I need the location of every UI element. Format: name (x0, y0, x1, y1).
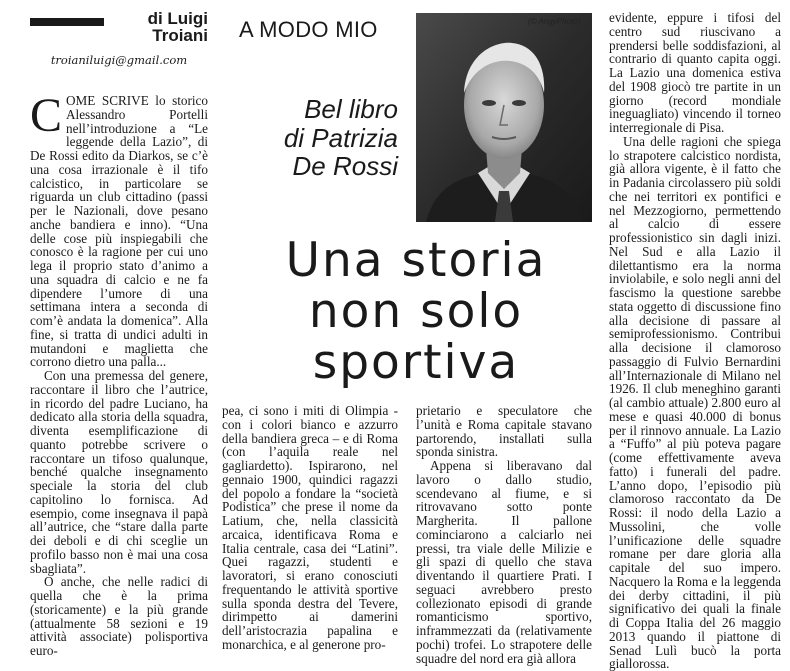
article-paragraph: Una delle ragioni che spiega lo strapotere calcistico nordista, già allora vigente, è il fatto che in Padania circolassero più soldi che nei territori ex pontifici e nel Mezzogiorno, permettendo al calcio di essere professionistico sin dagli inizi. Nel Sud e alla Lazio il dilettantismo era la norma inviolabile, e solo negli anni del fascismo la questione sarebbe stata oggetto di discussione fino alla decisione di passare al semiprofessionismo. Contribui alla decisione il clamoroso passaggio di Fulvio Bernardini all’Internazionale di Milano nel 1926. Il club meneghino garanti (al cambio attuale) 2.800 euro al mese e quasi 40.000 di bonus per il rinnovo annuale. La Lazio a “Fuffo” al più poteva pagare (come effettivamente aveva fatto) i funerali del padre. L’anno dopo, l’episodio più clamoroso raccontato da De Rossi: il nodo della Lazio a Mussolini, che volle l’unificazione delle squadre romane per dare gloria alla capitale del suo impero. Nacquero la Roma e la leggenda dei derby cittadini, il più significativo dei quali la finale di Coppa Italia del 26 maggio 2013 quando il piattone di Senad Lulì bucò la porta giallorossa. (609, 133, 781, 671)
drop-cap: C (30, 89, 63, 142)
photo-credit: (© AngyPhoto) (528, 17, 581, 26)
article-column-2 (222, 404, 398, 652)
paragraph-text: lo storico Alessandro Portelli nell’introduzione a “Le leggende della Lazio”, di De Rossi edito da Diarkos, se c’è una cosa irrazionale è il tifo calcistico, in particolare se riguarda un club cittadino (passi per le Nazionali, dove pesano anche bandiera e inno). “Una delle cose più inspiegabili che conosco è la ragione per cui uno lega il proprio stato d’animo a una squadra di calcio e ne fa dipendere l’umore di una settimana intera a seconda di com’è andata la domenica”. Alla fine, si tratta di undici adulti in mutandoni e maglietta che corrono dietro una palla... (30, 93, 208, 370)
subtitle-line1: Bel libro (304, 94, 398, 124)
headline-line2: non solo (308, 284, 524, 339)
headline-line1: Una storia (285, 233, 547, 288)
article-paragraph: prietario e speculatore che l’unità e Roma capitale stavano partorendo, installati sulla sponda sinistra. (416, 403, 592, 460)
subtitle-line3: De Rossi (292, 151, 398, 181)
article-paragraph: pea, ci sono i miti di Olimpia - con i colori bianco e azzurro della bandiera greca – e di Roma (con l’aquila reale nel gagliardetto). Ispirarono, nel gennaio 1900, quindici ragazzi del popolo a fondare la “società Podistica” che prese il nome da Latium, che, nella classicità arcaica, identificava Roma e Italia centrale, casa dei “Latini”. Quei ragazzi, studenti e lavoratori, si erano conosciuti frequentando le attività sportive sulla sponda destra del Tevere, dirimpetto ai damerini dell’aristocrazia papalina e monarchica, e al generone pro- (222, 403, 398, 652)
headline-line3: sportiva (312, 335, 520, 390)
article-paragraph: Appena si liberavano dal lavoro o dallo studio, scendevano al fiume, e si ritrovavano sotto ponte Margherita. Il pallone cominciarono a calciarlo nei pressi, tra viale delle Milizie e gli spazi di quello che stava diventando il quartiere Prati. I seguaci avrebbero presto collezionato episodi di grande romanticismo sportivo, inframmezzati da (relativamente pochi) trofei. Lo strapotere delle squadre del nord era già allora (416, 458, 592, 666)
article-column-4 (609, 11, 781, 671)
subtitle (240, 95, 398, 181)
byline-rule (30, 18, 104, 26)
article-column-1 (30, 89, 208, 658)
article-paragraph: Con una premessa del genere, raccontare il libro che l’autrice, in ricordo del padre Luciano, ha dedicato alla storia della squadra, diventa esemplificazione di quanto potrebbe scrivere o raccontare un tifoso qualunque, benché qualche insegnamento speciale la storia del club capitolino lo fornisca. Ad esempio, come insegnava il papà all’autrice, che “stare dalla parte dei deboli e di chi sceglie un profilo basso non è mai una cosa sbagliata”. (30, 368, 208, 576)
author-portrait-photo (416, 13, 592, 222)
article-column-3 (416, 404, 592, 665)
section-rubric: A MODO MIO (239, 17, 378, 42)
article-paragraph: O anche, che nelle radici di quella che è la prima (storicamente) e la più grande (attualmente 58 sezioni e 19 attività associate) polisportiva euro- (30, 574, 208, 658)
article-paragraph: evidente, eppure i tifosi del centro sud riuscivano a prendersi belle soddisfazioni, al contrario di quanto capita oggi. La Lazio una domenica estiva del 1908 giocò tre partite in un giorno (record mondiale ineguagliato) vincendo il torneo interregionale di Pisa. (609, 10, 781, 135)
author-email[interactable]: troianiluigi@gmail.com (50, 53, 188, 67)
headline (222, 235, 610, 388)
author-name (126, 10, 208, 44)
article-paragraph (30, 89, 208, 370)
author-name-line1: di Luigi (147, 9, 208, 28)
subtitle-line2: di Patrizia (283, 122, 398, 153)
lead-in: OME SCRIVE (66, 93, 149, 108)
author-name-line2: Troiani (152, 26, 208, 45)
